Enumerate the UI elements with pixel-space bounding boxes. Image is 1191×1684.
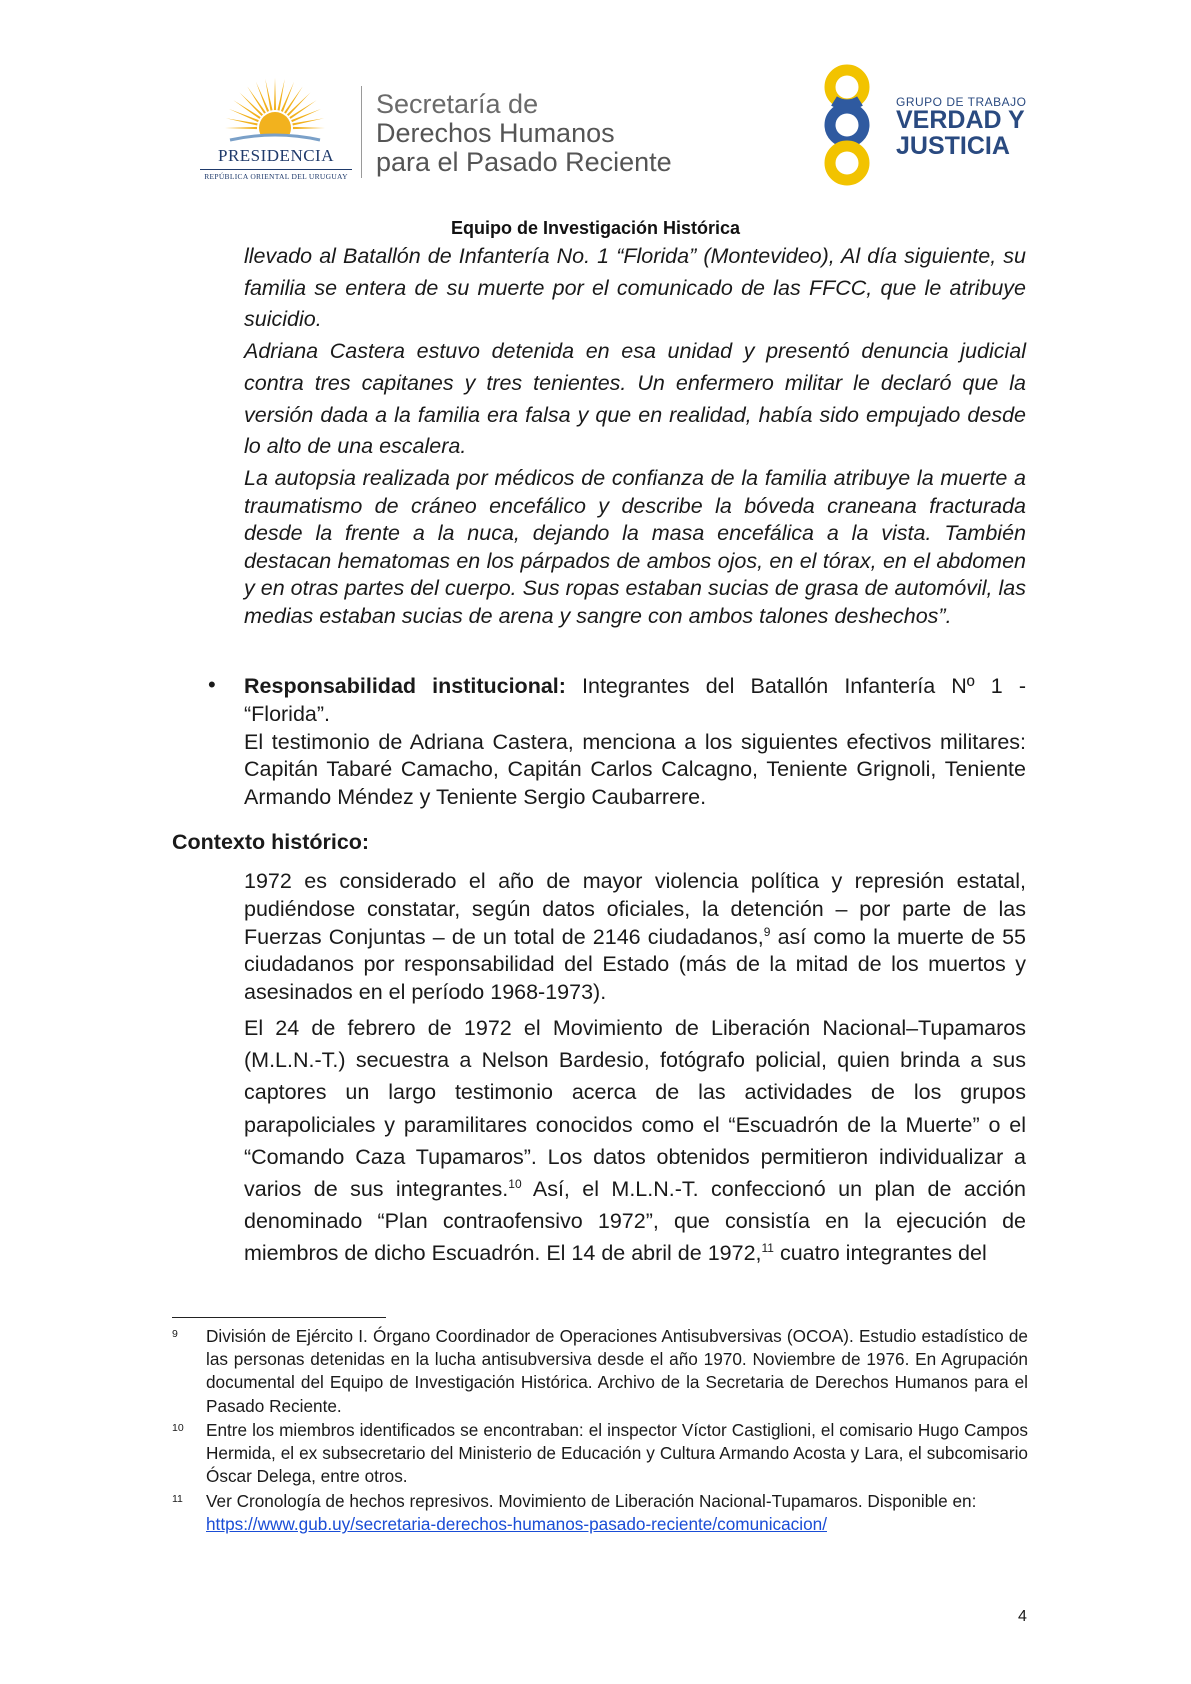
bullet-marker: • bbox=[208, 672, 216, 697]
secretaria-title bbox=[376, 90, 672, 177]
sun-ray bbox=[291, 109, 321, 122]
sun-ray bbox=[225, 127, 257, 129]
justicia-line: JUSTICIA bbox=[896, 132, 1010, 160]
footnote-9 bbox=[172, 1325, 1028, 1418]
header-divider bbox=[361, 86, 362, 178]
interlocked-rings-icon bbox=[812, 63, 882, 191]
sun-ray bbox=[229, 109, 259, 122]
presidencia-name: PRESIDENCIA bbox=[217, 146, 334, 165]
paragraph-denuncia: Adriana Castera estuvo detenida en esa unidad y presentó denuncia judicial contra tres capitanes y tres tenientes. Un enfermero militar le declaró que la versión dada a la familia era falsa y que en realidad, había sido empujado desde lo alto de una escalera. bbox=[244, 339, 1026, 459]
testimonio-text: El testimonio de Adriana Castera, menciona a los siguientes efectivos militares: Capitán Tabaré Camacho, Capitán Carlos Calcagno, Teniente Grignoli, Teniente Armando Méndez y Teniente Sergio Caubarrere. bbox=[244, 729, 1026, 810]
footnote-11 bbox=[172, 1490, 1028, 1536]
secretaria-line1: Secretaría de bbox=[376, 89, 539, 119]
footnote-separator bbox=[172, 1317, 386, 1318]
contexto-heading: Contexto histórico: bbox=[172, 830, 370, 854]
verdad-justicia-title bbox=[896, 107, 1025, 159]
grupo-trabajo-logo bbox=[812, 63, 1032, 191]
page-number: 4 bbox=[1018, 1608, 1027, 1625]
secretaria-line3: para el Pasado Reciente bbox=[376, 147, 672, 177]
responsabilidad-label: Responsabilidad institucional: bbox=[244, 674, 566, 698]
paragraph-traslado: llevado al Batallón de Infantería No. 1 “Florida” (Montevideo), Al día siguiente, su familia se entera de su muerte por el comunicado de las FFCC, que le atribuye suicidio. bbox=[244, 244, 1026, 331]
sun-ray bbox=[256, 82, 269, 112]
footnote-text: Ver Cronología de hechos represivos. Movimiento de Liberación Nacional-Tupamaros. Disponible en: bbox=[206, 1491, 977, 1511]
sun-emblem-icon bbox=[220, 76, 330, 148]
footnote-10 bbox=[172, 1419, 1028, 1489]
paragraph-contexto-1972: 1972 es considerado el año de mayor violencia política y represión estatal, pudiéndose constatar, según datos oficiales, la detención – por parte de las Fuerzas Conjuntas – de un total de 2146 ciudadanos,$^9$ así como la muerte de 55 ciudadanos por responsabilidad del Estado (más de la mitad de los muertos y asesinados en el período 1968-1973). bbox=[244, 869, 1026, 1005]
footnote-ref-9[interactable]: 9 bbox=[763, 924, 771, 939]
verdad-line: VERDAD Y bbox=[896, 106, 1025, 134]
presidencia-logo bbox=[196, 76, 356, 186]
secretaria-line2: Derechos Humanos bbox=[376, 118, 615, 148]
sun-ray bbox=[281, 82, 294, 112]
footnote-number: 10 bbox=[172, 1422, 184, 1434]
footnote-ref-11[interactable]: 11 bbox=[761, 1241, 774, 1256]
sun-ray bbox=[293, 127, 325, 129]
presidencia-rule bbox=[200, 169, 352, 170]
sun-ray bbox=[274, 78, 276, 110]
footnote-text: División de Ejército I. Órgano Coordinador de Operaciones Antisubversivas (OCOA). Estudio estadístico de las personas detenidas en la lucha antisubversiva desde el año 1970. Noviembre de 1976. En Agrupación documental del Equipo de Investigación Histórica. Archivo de la Secretaria de Derechos Humanos para el Pasado Reciente. bbox=[206, 1326, 1028, 1416]
footnote-text: Entre los miembros identificados se encontraban: el inspector Víctor Castiglioni, el comisario Hugo Campos Hermida, el ex subsecretario del Ministerio de Educación y Cultura Armando Acosta y Lara, el subcomisario Óscar Delega, entre otros. bbox=[206, 1420, 1028, 1487]
paragraph-bardesio: El 24 de febrero de 1972 el Movimiento de Liberación Nacional–Tupamaros (M.L.N.-T.) secuestra a Nelson Bardesio, fotógrafo policial, quien brinda a sus captores un largo testimonio acerca de las actividades de los grupos parapoliciales y paramilitares conocidos como el “Escuadrón de la Muerte” o el “Comando Caza Tupamaros”. Los datos obtenidos permitieron individualizar a varios de sus integrantes.$^{10}$ Así, el M.L.N.-T. confeccionó un plan de acción denominado “Plan contraofensivo 1972”, que consistía en la ejecución de miembros de dicho Escuadrón. El 14 de abril de 1972,11 cuatro integrantes del bbox=[244, 1016, 1026, 1266]
footnote-number: 9 bbox=[172, 1328, 178, 1340]
footnote-ref-10[interactable]: 10 bbox=[508, 1176, 522, 1191]
presidencia-subtitle: REPÚBLICA ORIENTAL DEL URUGUAY bbox=[204, 172, 348, 181]
footnote-number: 11 bbox=[172, 1493, 183, 1505]
paragraph-autopsia: La autopsia realizada por médicos de confianza de la familia atribuye la muerte a traumatismo de cráneo encefálico y describe la bóveda craneana fracturada desde la frente a la nuca, dejando la masa encefálica a la vista. También destacan hematomas en los párpados de ambos ojos, en el tórax, en el abdomen y en otras partes del cuerpo. Sus ropas estaban sucias de grasa de automóvil, las medias estaban sucias de arena y sangre con ambos talones deshechos”. bbox=[244, 466, 1026, 628]
equipo-heading: Equipo de Investigación Histórica bbox=[450, 218, 741, 238]
footnote-link[interactable]: https://www.gub.uy/secretaria-derechos-humanos-pasado-reciente/comunicacion/ bbox=[206, 1514, 827, 1535]
responsabilidad-block bbox=[244, 673, 1026, 812]
responsabilidad-text: Integrantes del Batallón Infantería Nº 1 - “Florida”. bbox=[244, 674, 1026, 726]
grupo-trabajo-label: GRUPO DE TRABAJO bbox=[896, 95, 1027, 109]
